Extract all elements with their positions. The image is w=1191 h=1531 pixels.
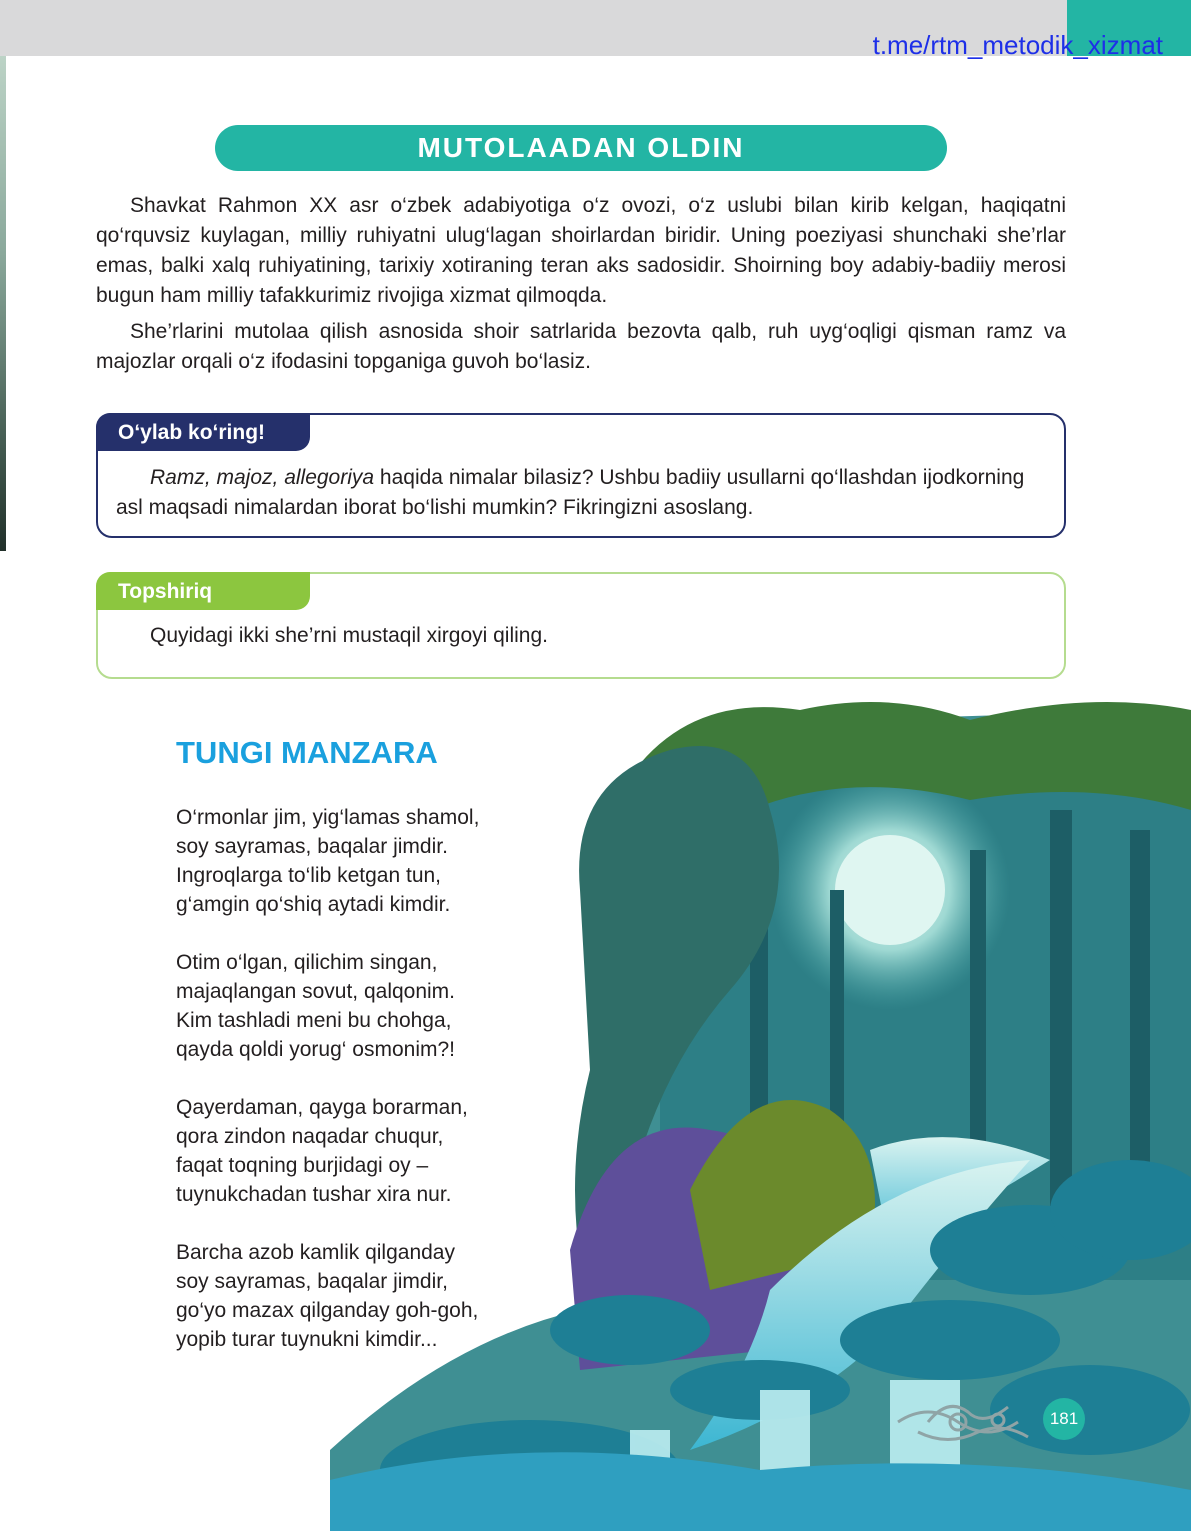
poem-line: Kim tashladi meni bu chohga, <box>176 1009 452 1032</box>
poem-stanza <box>176 1238 479 1354</box>
poem-line: majaqlangan sovut, qalqonim. <box>176 980 456 1003</box>
poem-line: qora zindon naqadar chuqur, <box>176 1125 444 1148</box>
left-edge-image <box>0 56 6 551</box>
poem-line: O‘rmonlar jim, yig‘lamas shamol, <box>176 806 480 829</box>
intro-paragraph: She’rlarini mutolaa qilish asnosida shoir satrlarida bezovta qalb, ruh uyg‘oqligi qisman ramz va majozlar orqali o‘z ifodasini topganiga guvoh bo‘lasiz. <box>96 320 1066 373</box>
task-box-title: Topshiriq <box>96 572 310 610</box>
poem-line: Qayerdaman, qayga borarman, <box>176 1096 468 1119</box>
poem-line: Ingroqlarga to‘lib ketgan tun, <box>176 864 442 887</box>
poem-line: qayda qoldi yorug‘ osmonim?! <box>176 1038 455 1061</box>
think-box <box>96 413 1066 538</box>
page-number: 181 <box>1043 1398 1085 1440</box>
intro-paragraph: Shavkat Rahmon XX asr o‘zbek adabiyotiga o‘z ovozi, o‘z uslubi bilan kirib kelgan, haqiqatni qo‘rquvsiz kuylagan, milliy ruhiyatni ulug‘lagan shoirlardan biridir. Uning poeziyasi shunchaki she’rlar emas, balki xalq ruhiyatining, tarixiy xotiraning teran aks sadosidir. Shoirning boy adabiy-badiiy merosi bugun ham milliy tafakkurimiz rivojiga xizmat qilmoqda. <box>96 194 1066 307</box>
poem-line: faqat toqning burjidagi oy – <box>176 1154 429 1177</box>
poem-line: soy sayramas, baqalar jimdir. <box>176 835 448 858</box>
poem-line: soy sayramas, baqalar jimdir, <box>176 1270 448 1293</box>
poem-stanza <box>176 948 479 1064</box>
poem-line: Barcha azob kamlik qilganday <box>176 1241 455 1264</box>
think-box-title: O‘ylab ko‘ring! <box>96 413 310 451</box>
intro-text <box>96 191 1066 383</box>
think-box-body: haqida nimalar bilasiz? Ushbu badiiy usullarni qo‘llashdan ijodkorning asl maqsadi nimalardan iborat bo‘lishi mumkin? Fikringizni asoslang. <box>116 466 1025 519</box>
task-box <box>96 572 1066 679</box>
poem-body <box>176 803 479 1383</box>
poem-line: yopib turar tuynukni kimdir... <box>176 1328 438 1351</box>
think-box-text <box>116 463 1034 523</box>
ornament-icon <box>888 1392 1048 1452</box>
poem-line: tuynukchadan tushar xira nur. <box>176 1183 452 1206</box>
poem-line: g‘amgin qo‘shiq aytadi kimdir. <box>176 893 451 916</box>
poem-line: Otim o‘lgan, qilichim singan, <box>176 951 438 974</box>
poem-line: go‘yo mazax qilganday goh-goh, <box>176 1299 479 1322</box>
telegram-link[interactable]: t.me/rtm_metodik_xizmat <box>872 30 1163 60</box>
think-box-italic: Ramz, majoz, allegoriya <box>150 466 375 489</box>
poem-stanza <box>176 1093 479 1209</box>
task-box-text: Quyidagi ikki she’rni mustaqil xirgoyi qiling. <box>150 624 548 647</box>
poem-title: TUNGI MANZARA <box>176 735 438 770</box>
section-title: MUTOLAADAN OLDIN <box>215 125 947 171</box>
poem-stanza <box>176 803 479 919</box>
